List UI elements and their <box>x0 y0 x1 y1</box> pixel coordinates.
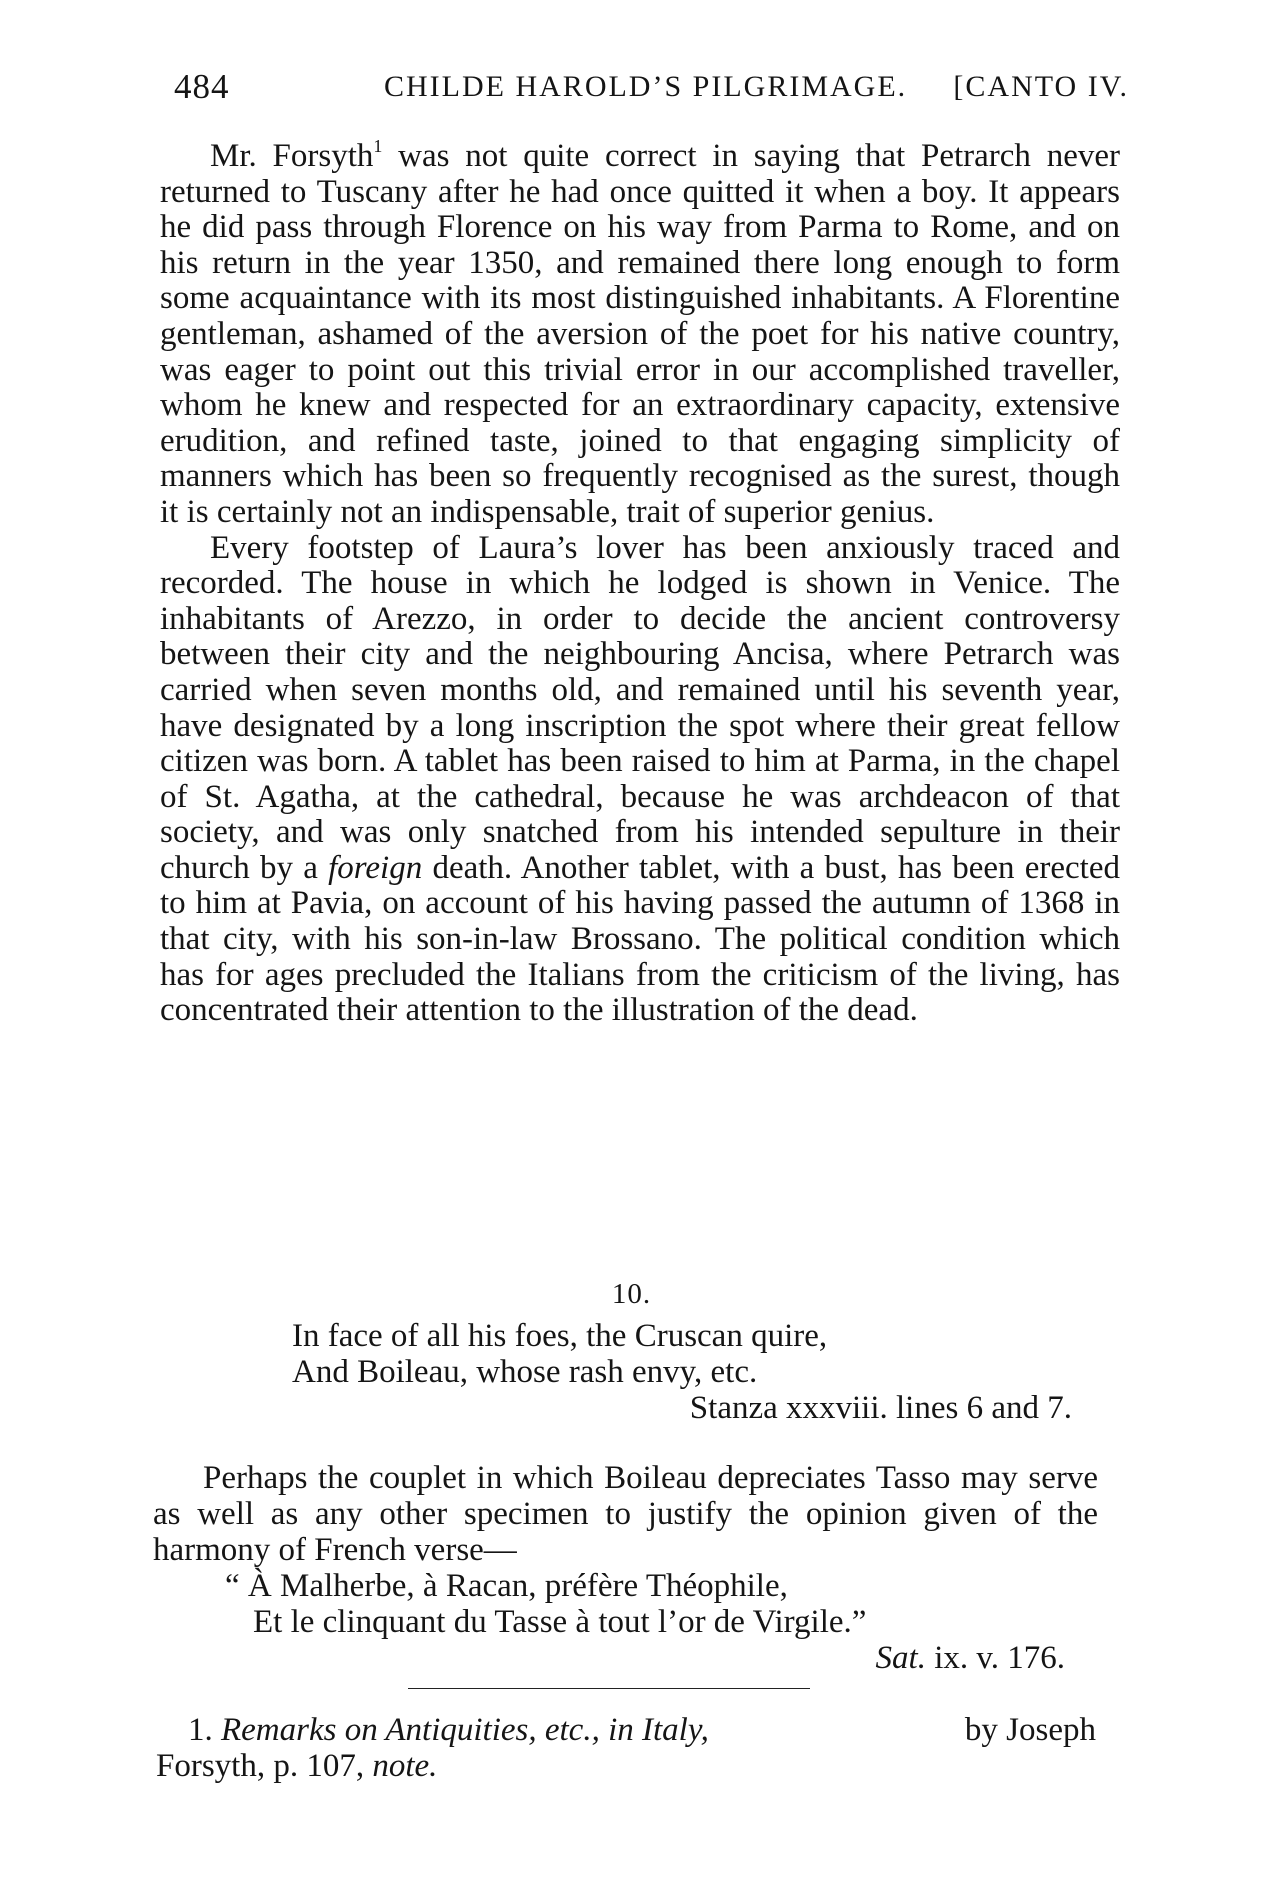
footnote-by: by Joseph <box>964 1712 1096 1748</box>
verse-line: In face of all his foes, the Cruscan quire, <box>292 1318 828 1354</box>
paragraph-laura <box>160 531 1120 1029</box>
footnote-rest: Forsyth, p. 107, <box>156 1748 373 1784</box>
footnote-marker: 1 <box>373 136 383 156</box>
footnote-note: note. <box>372 1748 438 1784</box>
paragraph-text: death. Another tablet, with a bust, has been erected to him at Pavia, on account of his having passed the autumn of 1368 in that city, with his son-in-law Brossano. The political condition which has for ages precluded the Italians from the criticism of the living, has concentrated their attention to the illustration of the dead. <box>160 849 1120 1029</box>
quote-line: “ À Malherbe, à Racan, préfère Théophile, <box>225 1568 788 1604</box>
footnote-title: Remarks on Antiquities, etc., in Italy, <box>221 1712 709 1748</box>
verse-source: Stanza xxxviii. lines 6 and 7. <box>689 1390 1072 1426</box>
footnote-divider <box>408 1688 810 1689</box>
paragraph-forsyth <box>160 136 1120 531</box>
stanza-quotation <box>292 1318 1072 1426</box>
book-title: CHILDE HAROLD’S PILGRIMAGE. <box>384 70 908 103</box>
running-header <box>174 62 1129 112</box>
canto-label: [CANTO IV. <box>953 70 1129 103</box>
paragraph-text: was not quite correct in saying that Petrarch never returned to Tuscany after he had once quitted it when a boy. It appears he did pass through Florence on his way from Parma to Rome, and on his return in the year 1350, and remained there long enough to form some acquaintance with its most distinguished inhabitants. A Florentine gentleman, ashamed of the aversion of the poet for his native country, was eager to point out this trivial error in our accomplished traveller, whom he knew and respected for an extraordinary capacity, extensive erudition, and refined taste, joined to that engaging simplicity of manners which has been so frequently recognised as the surest, though it is certainly not an indispensable, trait of superior genius. <box>160 138 1120 530</box>
main-text <box>160 136 1120 1029</box>
footnote-line <box>156 1712 1096 1748</box>
quote-reference <box>225 1640 1065 1676</box>
paragraph-text: Mr. Forsyth <box>210 138 374 174</box>
footnote <box>156 1712 1096 1784</box>
section-number: 10. <box>611 1278 652 1310</box>
paragraph-text: Every footstep of Laura’s lover has been anxiously traced and recorded. The house in which he lodged is shown in Venice. The inhabitants of Arezzo, in order to decide the ancient controversy between their city and the neighbouring Ancisa, where Petrarch was carried when seven months old, and remained until his seventh year, have designated by a long inscription the spot where their great fellow citizen was born. A tablet has been raised to him at Parma, in the chapel of St. Agatha, at the cathedral, because he was archdeacon of that society, and was only snatched from his intended sepulture in their church by a <box>160 529 1120 886</box>
footnote-lead <box>156 1712 709 1748</box>
quote-line: Et le clinquant du Tasse à tout l’or de Virgile.” <box>253 1604 867 1640</box>
commentary-text: Perhaps the couplet in which Boileau depreciates Tasso may serve as well as any other specimen to justify the opinion given of the harmony of French verse— <box>153 1460 1098 1568</box>
verse-line: And Boileau, whose rash envy, etc. <box>292 1354 758 1390</box>
quote-ref-text: ix. v. 176. <box>925 1640 1065 1676</box>
italic-word: foreign <box>328 849 423 886</box>
french-quotation <box>225 1568 1065 1676</box>
footnote-line <box>156 1748 1096 1784</box>
page-number: 484 <box>174 67 230 106</box>
footnote-number: 1. <box>188 1712 213 1748</box>
commentary <box>153 1460 1098 1568</box>
quote-ref-italic: Sat. <box>875 1640 926 1676</box>
